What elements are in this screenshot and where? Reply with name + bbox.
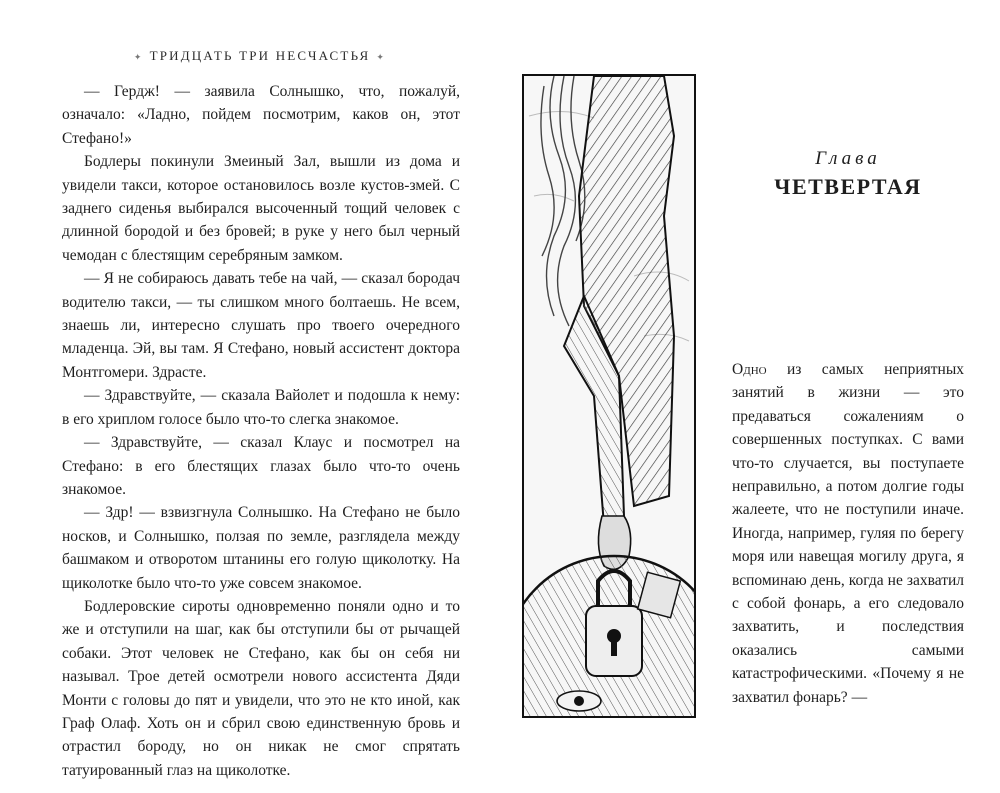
chapter-heading <box>728 146 968 202</box>
chapter-illustration <box>522 74 696 718</box>
running-head <box>60 48 460 64</box>
ornament-right-icon: ✦ <box>376 52 387 62</box>
paragraph-body: из самых неприятных занятий в жизни — это предаваться сожалениям о совершенных поступках. С вами что-то случается, вы поступаете неправильно, а потом долгие годы жалеете, что не поступили иначе. Иногда, например, гуляя по берегу моря или навещая могилу друга, я вспоминаю день, когда не захватил с собой фонарь, а его следовало захватить, и последствия оказались самыми катастрофическими. «Почему я не захватил фонарь? — <box>732 361 964 706</box>
chapter-label: Глава <box>815 148 881 169</box>
lead-word: Одно <box>732 361 767 378</box>
chapter-opening-paragraph <box>732 358 964 709</box>
ornament-left-icon: ✦ <box>133 52 144 62</box>
paragraph: Бодлеровские сироты одновременно поняли одно и то же и отступили на шаг, как бы отступили бы от рычащей собаки. Этот человек не Стефано, как бы он себя ни называл. Трое детей осмотрели нового ассистента Дяди Монти с головы до пят и увидели, что это не кто иной, как Граф Олаф. Хоть он и сбрил свою единственную бровь и отрастил бороду, но он никак не смог спрятать татуированный глаз на щиколотке. <box>62 597 460 779</box>
paragraph: — Здравствуйте, — сказала Вайолет и подошла к нему: в его хриплом голосе было что-то слегка знакомое. <box>62 387 460 428</box>
paragraph: Бодлеры покинули Змеиный Зал, вышли из дома и увидели такси, которое остановилось возле кустов-змей. С заднего сиденья выбирался высоченный тощий человек с длинной бородой и без бровей; в руке у него был черный чемодан с блестящим серебряным замком. <box>62 153 460 264</box>
chapter-title: ЧЕТВЕРТАЯ <box>774 174 922 199</box>
right-page-text <box>732 358 964 709</box>
running-head-text: ТРИДЦАТЬ ТРИ НЕСЧАСТЬЯ <box>149 48 371 63</box>
paragraph: — Я не собираюсь давать тебе на чай, — сказал бородач водителю такси, — ты слишком много болтаешь. Не всем, знаешь ли, интересно слушать про твоего очередного младенца. Эй, вы там. Я Стефано, новый ассистент доктора Монтгомери. Здрасте. <box>62 270 460 381</box>
illustration-drawing <box>524 76 694 716</box>
paragraph: — Гердж! — заявила Солнышко, что, пожалуй, означало: «Ладно, пойдем посмотрим, каков он, этот Стефано!» <box>62 83 460 147</box>
left-page-text <box>62 80 460 782</box>
paragraph: — Здр! — взвизгнула Солнышко. На Стефано не было носков, и Солнышко, ползая по земле, разглядела между башмаком и отворотом штанины его голую щиколотку. На щиколотке было что-то уже совсем знакомое. <box>62 504 460 592</box>
paragraph: — Здравствуйте, — сказал Клаус и посмотрел на Стефано: в его блестящих глазах было что-то очень знакомое. <box>62 434 460 498</box>
